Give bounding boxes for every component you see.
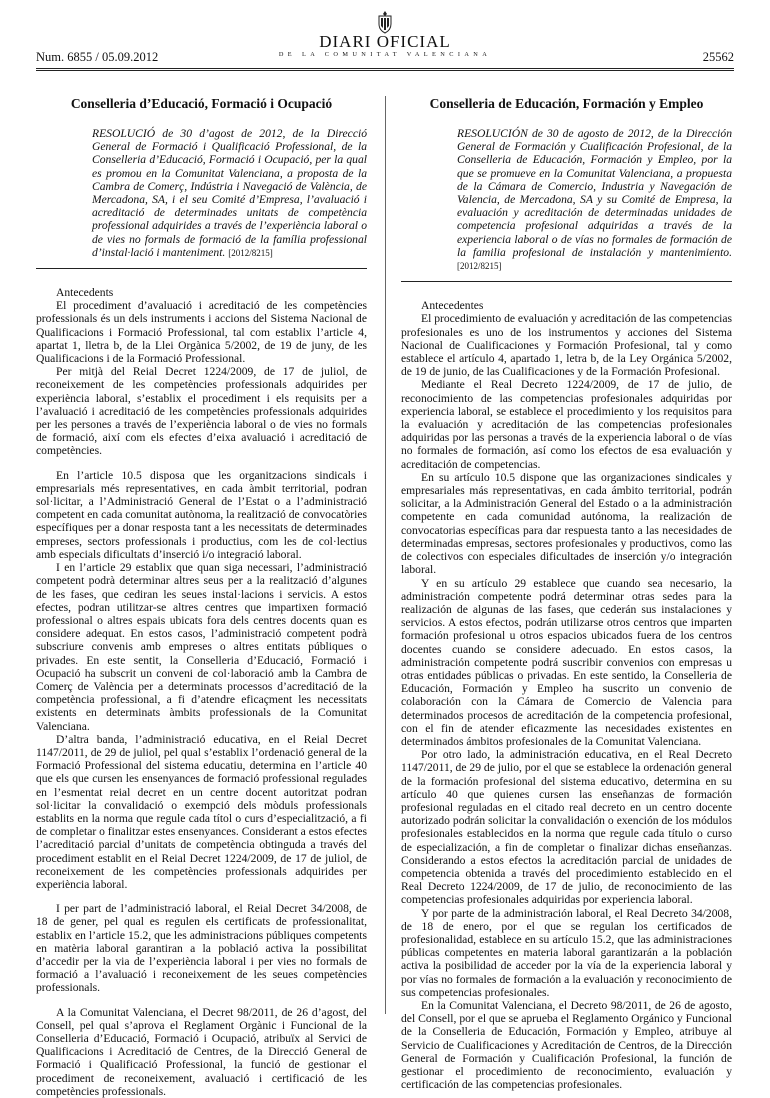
- paragraph-heading: Antecedentes: [421, 299, 484, 313]
- paragraph: Mediante el Real Decreto 1224/2009, de 17 de julio, de reconocimiento de las competencias profesionales adquiridas por experiencia laboral, se establece el procedimiento y los requisitos para la evaluación y acreditación de las competencias profesionales adquiridas por las personas a través de la experiencia laboral o de vías no formales de formación, así como los efectos de esa evaluación y acreditación de competencias.: [401, 378, 732, 471]
- paragraph: En l’article 10.5 disposa que les organitzacions sindicals i empresarials més representatives, en cada àmbit territorial, podran sol·licitar, a l’Administració General de l’Estat o a l’administració competent en cada comunitat autònoma, la realització de convocatòries específiques per a donar resposta tant a les necessitats de determinades empreses, sectors professionals i productius, com les de col·lectius amb especials dificultats d’inserció i/o integració laboral.: [36, 468, 367, 561]
- column-divider: [385, 96, 386, 1014]
- paragraph: A la Comunitat Valenciana, el Decret 98/2011, de 26 d’agost, del Consell, pel qual s’aprova el Reglament Orgànic i Funcional de la Conselleria d’Educació, Formació i Ocupació, atribuïx al Servici de Qualificacions i Acreditació de Centres, de la Direcció General de Formació i Qualificació Professional, la funció de gestionar el procediment de reconeixement, avaluació i certificació de les competències professionals.: [36, 1005, 367, 1098]
- resolution-text: RESOLUCIÓ de 30 d’agost de 2012, de la Direcció General de Formació i Qualificació Professional, de la Conselleria d’Educació, Formació i Ocupació, per la qual es promou en la Comunitat Valenciana, a proposta de la Cambra de Comerç, Indústria i Navegació de València, de Mercadona, SA, i el seu Comité d’Empresa, l’avaluació i acreditació de determinades unitats de competència professional adquirides a través de l’experiència laboral o de vies no formals de formació de la família professional d’instal·lació i manteniment.: [92, 127, 367, 259]
- paragraph: D’altra banda, l’administració educativa, en el Reial Decret 1147/2011, de 29 de juliol, pel qual s’establix l’ordenació general de la Formació Professional del sistema educatiu, determina en l’article 40 que els que cursen les ensenyances de formació professional regulades en l’esmentat reial decret en un centre docent autoritzat podran sol·licitar la convalidació o exempció dels mòduls professionals establits en la norma que regule cada títol o curs d’especialització, a fi de completar o finalitzar estes ensenyances. Considerant a estos efectes l’acreditació parcial d’unitats de competència obtinguda a través del procediment establit en el Reial Decret 1224/2009, de 17 de juliol, de reconeixement de les competències professionals adquirides per experiència laboral.: [36, 732, 367, 891]
- paragraph: El procedimiento de evaluación y acreditación de las competencias profesionales es uno de los instrumentos y acciones del Sistema Nacional de Cualificaciones y Formación Profesional, tal y como establece el artículo 4, apartado 1, letra b, de la Ley Orgánica 5/2002, de 19 de junio, de las Cualificaciones y de la Formación Profesional.: [401, 312, 732, 379]
- paragraph: Por otro lado, la administración educativa, en el Real Decreto 1147/2011, de 29 de julio, por el que se establece la ordenación general de la formación profesional del sistema educativo, determina en su artículo 40 que quienes cursen las enseñanzas de formación profesional reguladas en el citado real decreto en un centro docente autorizado podrán solicitar la convalidación o exención de los módulos profesionales establecidos en la norma que regule cada título o curso de especialización, a fin de completar o finalizar dichas enseñanzas. Considerando a estos efectos la acreditación parcial de unidades de competencia obtenida a través del procedimiento establecido en el Real Decreto 1224/2009, de 17 de julio, de reconocimiento de las competencias profesionales adquiridas por experiencia laboral.: [401, 748, 732, 907]
- coat-of-arms-icon: [374, 10, 396, 34]
- resolution-ref: [2012/8215]: [457, 261, 502, 272]
- column-spanish: [401, 96, 732, 1091]
- resolution-title: [92, 127, 367, 260]
- department-title: Conselleria de Educación, Formación y Empleo: [429, 96, 704, 111]
- resolution-text: RESOLUCIÓN de 30 de agosto de 2012, de la Dirección General de Formación y Cualificación Profesional, de la Conselleria de Educación, Formación y Empleo, por la que se promueve en la Comunitat Valenciana, a propuesta de la Cámara de Comercio, Industria y Navegación de Valencia, de Mercadona, SA y su Comité de Empresa, la evaluación y acreditación de determinadas unidades de competencia profesional adquiridas a través de la experiencia laboral o de vías no formales de formación de la familia profesional de instalación y mantenimiento.: [457, 127, 732, 259]
- body-text: [36, 286, 367, 1098]
- column-valencian: [36, 96, 367, 1098]
- logo-subtitle: DE LA COMUNITAT VALENCIANA: [278, 51, 492, 58]
- body-text: [401, 299, 732, 1091]
- paragraph-heading: Antecedents: [56, 286, 114, 300]
- paragraph: En la Comunitat Valenciana, el Decreto 98/2011, de 26 de agosto, del Consell, por el que se aprueba el Reglamento Orgánico y Funcional de la Conselleria de Educación, Formación y Empleo, atribuye al Servicio de Cualificaciones y Acreditación de Centros, de la Dirección General de Formación y Cualificación Profesional, la función de gestionar el procedimiento de reconocimiento, evaluación y certificación de las competencias profesionales.: [401, 999, 732, 1092]
- paragraph: I en l’article 29 establix que quan siga necessari, l’administració competent podrà determinar altres seus per a la realització d’algunes de les fases, que cediran les seues instal·lacions i servicis. A estos efectes, podran utilitzar-se altres centres que impartixen formació professional o altres espais ubicats fora dels centres docents quan es considere adequat. En estos casos, l’administració competent podrà subscriure convenis amb empreses o altres entitats públiques o privades. En este sentit, la Conselleria d’Educació, Formació i Ocupació ha subscrit un conveni de col·laboració amb la Cambra de Comerç de València per a determinats processos d’acreditació de la competència professional, a fi d’atendre eficaçment les necessitats existents en determinats àmbits professionals de la Comunitat Valenciana.: [36, 561, 367, 733]
- logo-title: DIARI OFICIAL: [319, 32, 451, 51]
- resolution-ref: [2012/8215]: [228, 247, 273, 258]
- paragraph: Per mitjà del Reial Decret 1224/2009, de 17 de juliol, de reconeixement de les competències professionals adquirides per experiència laboral, s’establix el procediment i els requisits per a l’avaluació i acreditació de les competències professionals adquirides per les persones a través de l’experiència laboral o de vies no formals de formació, així com els efectes d’eixa avaluació i acreditació de competències.: [36, 365, 367, 458]
- department-title: Conselleria d’Educació, Formació i Ocupació: [70, 96, 333, 111]
- paragraph: I per part de l’administració laboral, el Reial Decret 34/2008, de 18 de gener, pel qual es regulen els certificats de professionalitat, establix en l’article 15.2, que les administracions públiques competents en matèria laboral garantiran a la població activa la possibilitat d’accedir per la via de l’experiència laboral i per vies no formals de formació a l’avaluació i reconeixement de les seues competències professionals.: [36, 902, 367, 995]
- header-rule-thin: [36, 70, 734, 71]
- paragraph: En su artículo 10.5 dispone que las organizaciones sindicales y empresariales más representativas, en cada ámbito territorial, podrán solicitar, a la Administración General del Estado o a la administración competente en cada comunidad autónoma, la realización de convocatorias específicas para dar respuesta tanto a las necesidades de determinadas empresas, sectores profesionales y productivos, como las de colectivos con especiales dificultades de inserción y/o integración laboral.: [401, 470, 732, 577]
- resolution-divider: [401, 281, 732, 282]
- resolution-divider: [36, 268, 367, 269]
- paragraph: El procediment d’avaluació i acreditació de les competències professionals és un dels instruments i accions del Sistema Nacional de Qualificacions i Formació Professional, tal com establix l’article 4, apartat 1, lletra b, de la Llei Orgànica 5/2002, de 19 de juny, de les Qualificacions i de la Formació Professional.: [36, 299, 367, 366]
- page-number: 25562: [702, 50, 734, 64]
- bulletin-number: Num. 6855 / 05.09.2012: [36, 50, 159, 64]
- resolution-title: [457, 127, 732, 273]
- header-rule: [36, 68, 734, 69]
- paragraph: Y por parte de la administración laboral, el Real Decreto 34/2008, de 18 de enero, por el que se regulan los certificados de profesionalidad, establece en su artículo 15.2, que las administraciones públicas competentes en materia laboral garantizarán a la población activa la posibilidad de acceder por la vía de la experiencia laboral y por vías no formales de formación a la evaluación y reconocimiento de sus competencias profesionales.: [401, 906, 732, 999]
- paragraph: Y en su artículo 29 establece que cuando sea necesario, la administración competente podrá determinar otras sedes para la realización de algunas de las fases, que cederán sus instalaciones y servicios. A estos efectos, podrán utilizarse otros centros que imparten formación profesional u otros espacios ubicados fuera de los centros docentes cuando se considere adecuado. En estos casos, la administración competente podrá suscribir convenios con empresas u otras entidades públicas o privadas. En este sentido, la Conselleria de Educación, Formación y Empleo ha suscrito un convenio de colaboración con la Cámara de Comercio de Valencia para determinados procesos de acreditación de la competencia profesional, con el fin de atender eficazmente las necesidades existentes en determinados ámbitos profesionales de la Comunitat Valenciana.: [401, 576, 732, 748]
- diari-oficial-logo: [0, 10, 770, 59]
